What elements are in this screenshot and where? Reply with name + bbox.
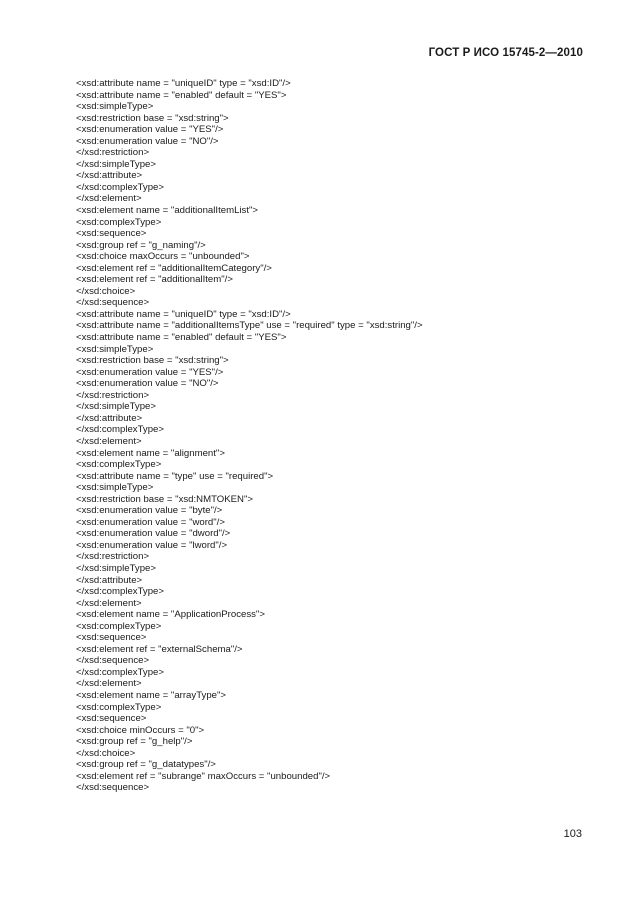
code-line-33: <xsd:element name = "alignment">	[76, 447, 225, 459]
code-line-37: <xsd:restriction base = "xsd:NMTOKEN">	[76, 493, 253, 505]
xml-schema-code-block	[76, 78, 576, 794]
document-header: ГОСТ Р ИСО 15745-2—2010	[428, 47, 583, 59]
code-line-8: </xsd:simpleType>	[76, 158, 156, 170]
code-line-25: <xsd:restriction base = "xsd:string">	[76, 355, 229, 367]
code-line-18: <xsd:element ref = "additionalItem"/>	[76, 274, 233, 286]
code-line-60: <xsd:group ref = "g_datatypes"/>	[76, 759, 216, 771]
code-line-42: </xsd:restriction>	[76, 551, 150, 563]
code-line-52: </xsd:complexType>	[76, 666, 164, 678]
code-line-7: </xsd:restriction>	[76, 147, 150, 159]
code-line-15: <xsd:group ref = "g_naming"/>	[76, 239, 206, 251]
code-line-58: <xsd:group ref = "g_help"/>	[76, 736, 193, 748]
code-line-47: <xsd:element name = "ApplicationProcess">	[76, 609, 265, 621]
code-line-26: <xsd:enumeration value = "YES"/>	[76, 366, 224, 378]
code-line-6: <xsd:enumeration value = "NO"/>	[76, 135, 219, 147]
code-line-14: <xsd:sequence>	[76, 228, 147, 240]
code-line-43: </xsd:simpleType>	[76, 562, 156, 574]
code-line-59: </xsd:choice>	[76, 747, 136, 759]
code-line-53: </xsd:element>	[76, 678, 142, 690]
code-line-32: </xsd:element>	[76, 435, 142, 447]
code-line-10: </xsd:complexType>	[76, 181, 164, 193]
code-line-1: <xsd:attribute name = "uniqueID" type = "xsd:ID"/>	[76, 78, 291, 89]
code-line-3: <xsd:simpleType>	[76, 101, 154, 113]
code-line-11: </xsd:element>	[76, 193, 142, 205]
code-line-21: <xsd:attribute name = "uniqueID" type = "xsd:ID"/>	[76, 308, 291, 320]
code-line-35: <xsd:attribute name = "type" use = "required">	[76, 470, 274, 482]
code-line-28: </xsd:restriction>	[76, 389, 150, 401]
code-line-54: <xsd:element name = "arrayType">	[76, 689, 226, 701]
code-line-34: <xsd:complexType>	[76, 459, 162, 471]
code-line-16: <xsd:choice maxOccurs = "unbounded">	[76, 251, 250, 263]
code-line-4: <xsd:restriction base = "xsd:string">	[76, 112, 229, 124]
code-line-29: </xsd:simpleType>	[76, 401, 156, 413]
code-line-24: <xsd:simpleType>	[76, 343, 154, 355]
code-line-27: <xsd:enumeration value = "NO"/>	[76, 378, 219, 390]
code-line-51: </xsd:sequence>	[76, 655, 150, 667]
code-line-49: <xsd:sequence>	[76, 632, 147, 644]
code-line-44: </xsd:attribute>	[76, 574, 143, 586]
code-line-62: </xsd:sequence>	[76, 782, 150, 794]
code-line-30: </xsd:attribute>	[76, 412, 143, 424]
code-line-5: <xsd:enumeration value = "YES"/>	[76, 124, 224, 136]
code-line-41: <xsd:enumeration value = "lword"/>	[76, 539, 228, 551]
code-line-23: <xsd:attribute name = "enabled" default = "YES">	[76, 332, 287, 344]
code-line-46: </xsd:element>	[76, 597, 142, 609]
code-line-50: <xsd:element ref = "externalSchema"/>	[76, 643, 243, 655]
code-line-48: <xsd:complexType>	[76, 620, 162, 632]
code-line-45: </xsd:complexType>	[76, 586, 164, 598]
code-line-36: <xsd:simpleType>	[76, 482, 154, 494]
code-line-22: <xsd:attribute name = "additionalItemsType" use = "required" type = "xsd:string"/>	[76, 320, 423, 332]
code-line-61: <xsd:element ref = "subrange" maxOccurs = "unbounded"/>	[76, 770, 331, 782]
code-line-56: <xsd:sequence>	[76, 713, 147, 725]
code-line-13: <xsd:complexType>	[76, 216, 162, 228]
code-line-20: </xsd:sequence>	[76, 297, 150, 309]
code-line-55: <xsd:complexType>	[76, 701, 162, 713]
code-line-9: </xsd:attribute>	[76, 170, 143, 182]
code-line-31: </xsd:complexType>	[76, 424, 164, 436]
code-line-19: </xsd:choice>	[76, 285, 136, 297]
code-line-17: <xsd:element ref = "additionalItemCategory"/>	[76, 262, 272, 274]
code-line-2: <xsd:attribute name = "enabled" default = "YES">	[76, 89, 287, 101]
code-line-40: <xsd:enumeration value = "dword"/>	[76, 528, 231, 540]
code-line-12: <xsd:element name = "additionalItemList">	[76, 205, 259, 217]
code-line-39: <xsd:enumeration value = "word"/>	[76, 516, 225, 528]
code-line-38: <xsd:enumeration value = "byte"/>	[76, 505, 223, 517]
code-line-57: <xsd:choice minOccurs = "0">	[76, 724, 205, 736]
page-number: 103	[563, 828, 582, 840]
